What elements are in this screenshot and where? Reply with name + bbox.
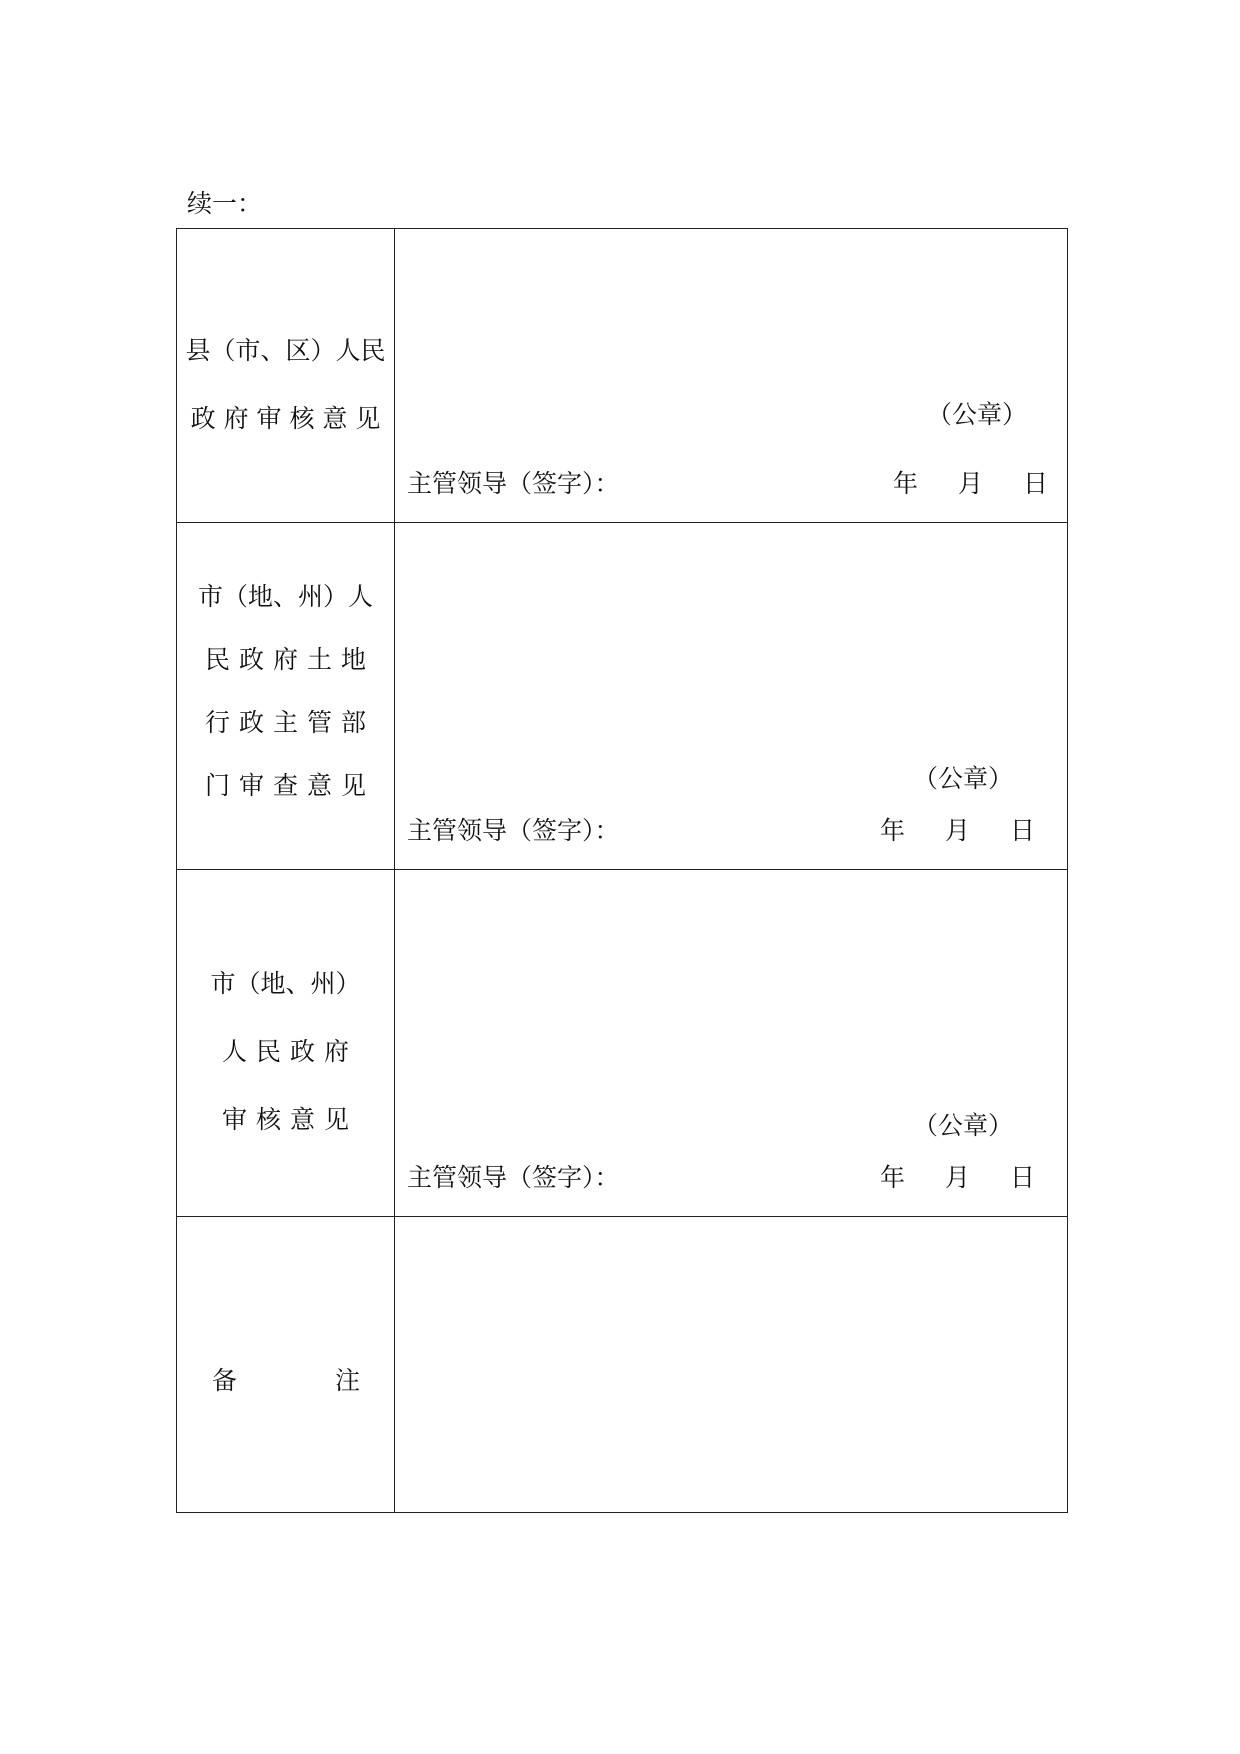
official-seal-label: （公章） <box>913 764 1014 793</box>
date-year-label: 年 <box>880 816 906 845</box>
date-year-label: 年 <box>893 469 919 498</box>
city-land-department-review-label-cell <box>177 523 395 869</box>
official-seal-label: （公章） <box>913 1111 1014 1140</box>
date-year-label: 年 <box>880 1163 906 1192</box>
city-government-review-label-cell <box>177 870 395 1216</box>
section-label-line: 行政主管部 <box>204 708 375 737</box>
supervisor-signature-label: 主管领导（签字）： <box>407 469 620 498</box>
remarks-label-cell <box>177 1217 395 1512</box>
date-label <box>893 466 1048 502</box>
county-government-review-content-cell[interactable] <box>395 229 1067 522</box>
date-label <box>880 1160 1035 1196</box>
section-label-line: 市（地、州）人 <box>197 582 373 611</box>
section-label-line: 审核意见 <box>221 1105 358 1134</box>
remarks-row <box>177 1216 1067 1512</box>
official-seal-label: （公章） <box>927 400 1028 429</box>
section-label-line: 人民政府 <box>221 1037 358 1066</box>
section-label-line: 政 府 审 核 意 见 <box>190 404 381 433</box>
county-government-review-row <box>177 229 1067 522</box>
date-month-label: 月 <box>958 469 984 498</box>
section-label-line: 民政府土地 <box>204 645 375 674</box>
date-day-label: 日 <box>1023 469 1049 498</box>
city-government-review-content-cell[interactable] <box>395 870 1067 1216</box>
county-government-review-label-cell <box>177 229 395 522</box>
supervisor-signature-label: 主管领导（签字）： <box>407 816 620 845</box>
date-day-label: 日 <box>1010 816 1036 845</box>
section-label-line: 门审查意见 <box>204 771 375 800</box>
supervisor-signature-label: 主管领导（签字）： <box>407 1163 620 1192</box>
section-label-line: 县（市、区）人民 <box>185 336 386 365</box>
city-land-department-review-row <box>177 522 1067 869</box>
date-month-label: 月 <box>945 816 971 845</box>
date-month-label: 月 <box>945 1163 971 1192</box>
city-government-review-row <box>177 869 1067 1216</box>
date-label <box>880 813 1035 849</box>
city-land-department-review-content-cell[interactable] <box>395 523 1067 869</box>
approval-form-table <box>176 228 1068 1513</box>
date-day-label: 日 <box>1010 1163 1036 1192</box>
remarks-label-right: 注 <box>335 1366 361 1395</box>
section-label-line: 市（地、州） <box>210 969 361 998</box>
continuation-label: 续一： <box>187 189 263 218</box>
remarks-content-cell[interactable] <box>395 1217 1067 1512</box>
remarks-label-left: 备 <box>212 1366 238 1395</box>
